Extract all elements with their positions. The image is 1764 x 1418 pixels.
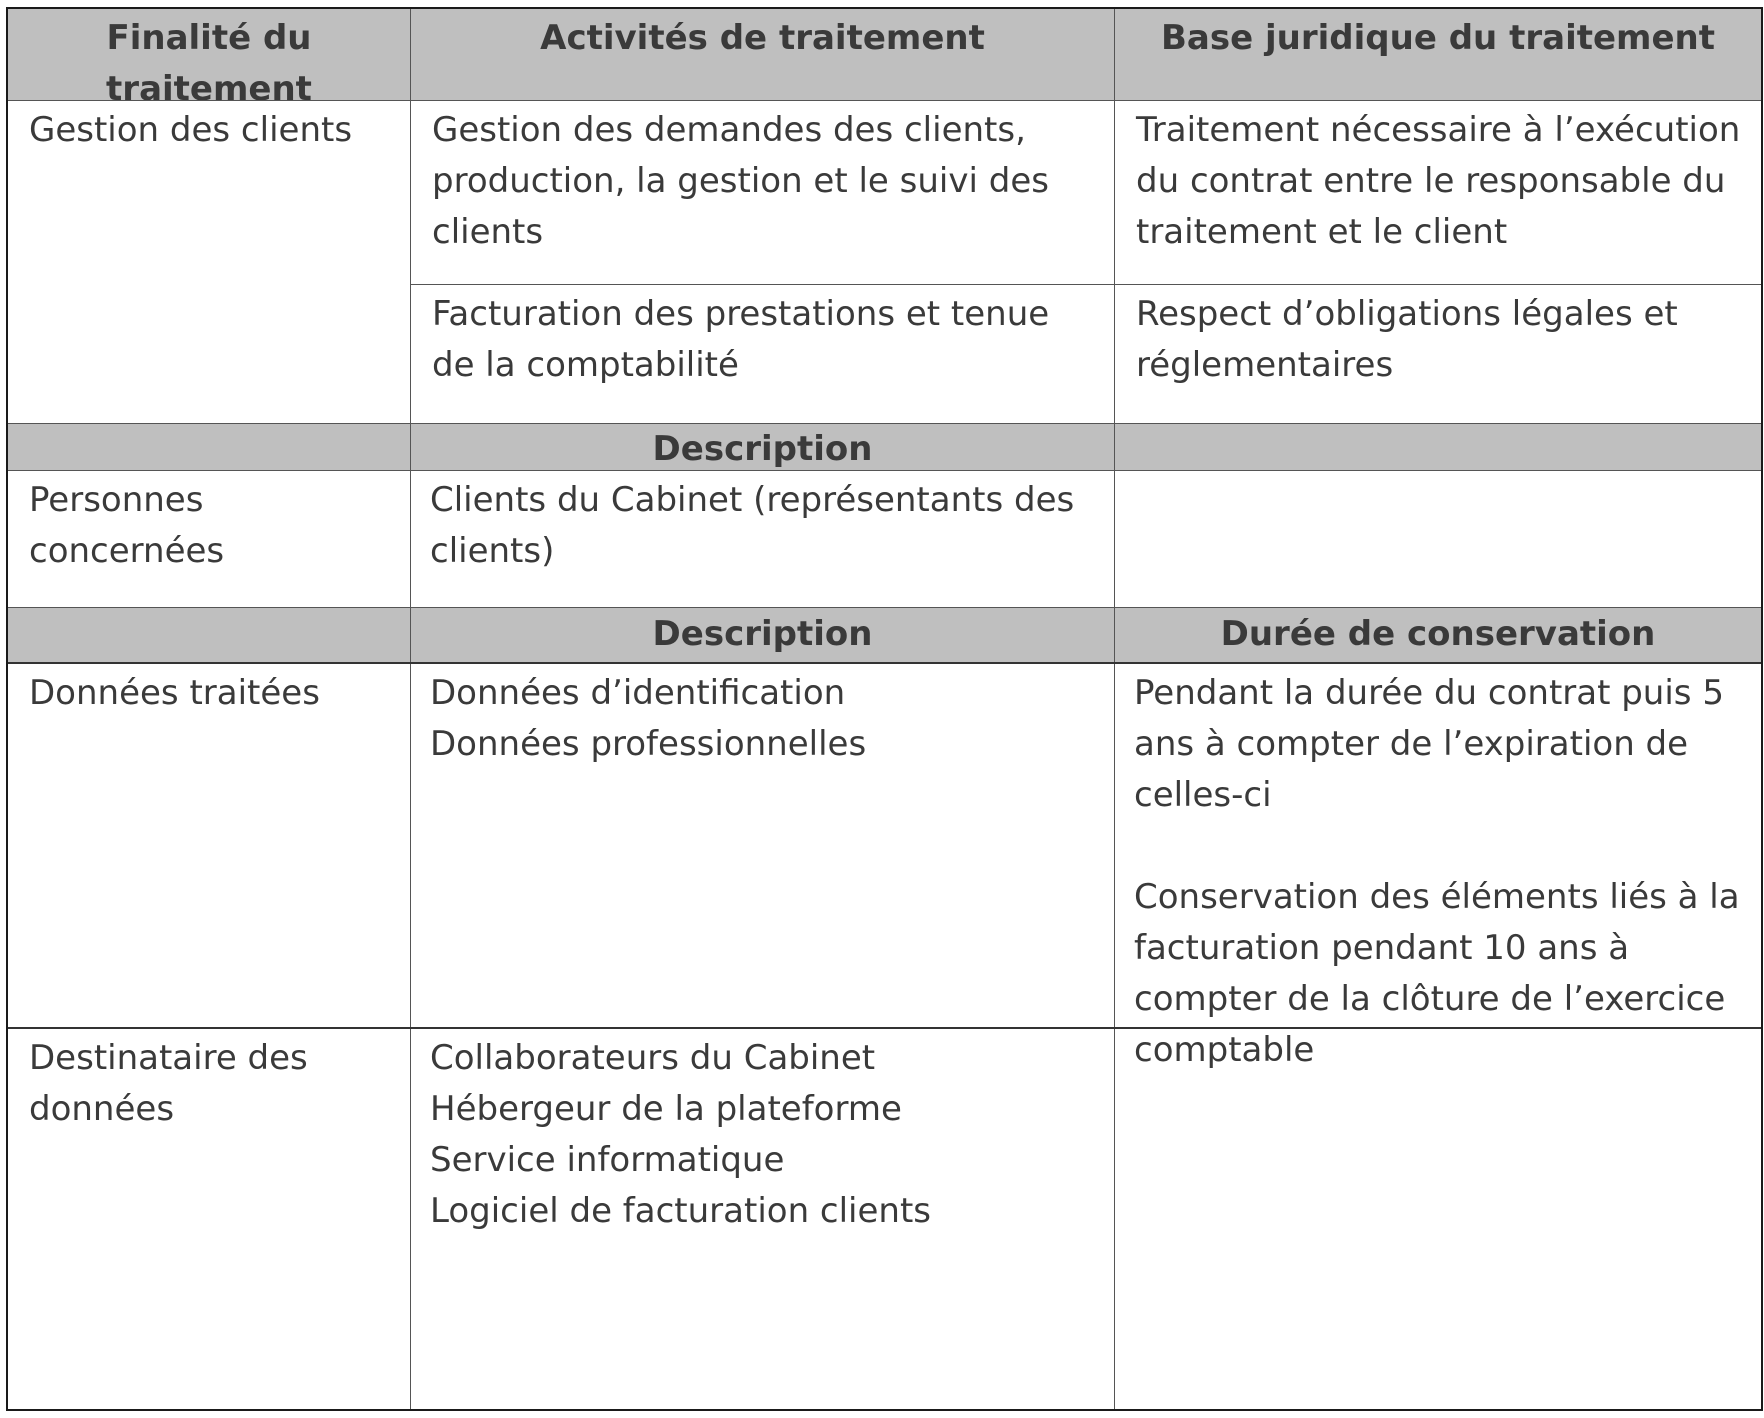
base-line: Traitement nécessaire à l’exécution — [1136, 110, 1741, 150]
duree-line: facturation pendant 10 ans à — [1134, 928, 1630, 968]
description-line: Hébergeur de la plateforme — [430, 1089, 902, 1129]
band-duree-label — [1115, 608, 1761, 662]
header-base-juridique — [1115, 9, 1761, 100]
band-empty-cell — [8, 608, 411, 662]
activite-line: de la comptabilité — [432, 345, 739, 385]
destinataire-description — [411, 1029, 1115, 1409]
label-destinataire — [8, 1029, 411, 1409]
label-donnees-traitees — [8, 664, 411, 1027]
description-line: Données professionnelles — [430, 724, 867, 764]
finalite-gestion-clients — [8, 101, 411, 423]
description-line: Clients du Cabinet (représentants des — [430, 480, 1075, 520]
label-personnes-concernees — [8, 471, 411, 607]
activite-line: production, la gestion et le suivi des — [432, 161, 1049, 201]
header-finalite-line1: Finalité du — [106, 18, 312, 58]
band-empty-cell — [1115, 424, 1761, 470]
destinataire-empty-cell — [1115, 1029, 1761, 1409]
band-duree-text: Durée de conservation — [1220, 614, 1656, 654]
header-finalite — [8, 9, 411, 109]
activite-facturation — [411, 285, 1114, 423]
table-header-row — [8, 9, 1761, 109]
duree-line: ans à compter de l’expiration de — [1134, 724, 1689, 764]
activite-line: clients — [432, 212, 544, 252]
base-line: réglementaires — [1136, 345, 1394, 385]
label-line: Données traitées — [29, 673, 320, 713]
band-description-label — [411, 424, 1115, 470]
band-description-text: Description — [652, 614, 873, 654]
duree-line: compter de la clôture de l’exercice — [1134, 979, 1726, 1019]
band-description-label — [411, 608, 1115, 662]
header-finalite-line2: traitement — [106, 69, 312, 109]
donnees-duree-conservation — [1115, 664, 1761, 1070]
table-row-gestion-clients — [8, 101, 1761, 423]
header-base-juridique-text: Base juridique du traitement — [1161, 18, 1715, 58]
section-band-description-duree — [8, 608, 1761, 662]
table-row-personnes-concernees — [8, 471, 1761, 607]
description-line: Logiciel de facturation clients — [430, 1191, 932, 1231]
duree-line: comptable — [1134, 1030, 1315, 1070]
label-line: Personnes — [29, 480, 204, 520]
duree-line: Conservation des éléments liés à la — [1134, 877, 1740, 917]
duree-line: celles-ci — [1134, 775, 1272, 815]
band-empty-cell — [8, 424, 411, 470]
personnes-description — [411, 471, 1115, 607]
description-line: clients) — [430, 531, 555, 571]
base-line: Respect d’obligations légales et — [1136, 294, 1678, 334]
label-line: données — [29, 1089, 175, 1129]
base-juridique-cell — [1115, 101, 1761, 423]
activite-line: Facturation des prestations et tenue — [432, 294, 1050, 334]
table-row-destinataire — [8, 1029, 1761, 1409]
paragraph-gap — [1134, 821, 1749, 872]
band-description-text: Description — [652, 429, 873, 469]
duree-line: Pendant la durée du contrat puis 5 — [1134, 673, 1724, 713]
processing-register-table — [6, 7, 1763, 1411]
description-line: Données d’identification — [430, 673, 846, 713]
personnes-empty-cell — [1115, 471, 1761, 607]
label-line: concernées — [29, 531, 225, 571]
finalite-text: Gestion des clients — [29, 110, 353, 150]
base-line: du contrat entre le responsable du — [1136, 161, 1726, 201]
activite-gestion-demandes — [411, 101, 1114, 284]
description-line: Service informatique — [430, 1140, 785, 1180]
activites-cell — [411, 101, 1115, 423]
donnees-description — [411, 664, 1115, 1027]
inner-row-divider — [411, 284, 1761, 285]
description-line: Collaborateurs du Cabinet — [430, 1038, 876, 1078]
label-line: Destinataire des — [29, 1038, 308, 1078]
base-line: traitement et le client — [1136, 212, 1508, 252]
header-activites — [411, 9, 1115, 100]
header-activites-text: Activités de traitement — [540, 18, 985, 58]
base-contrat — [1115, 101, 1761, 284]
activite-line: Gestion des demandes des clients, — [432, 110, 1026, 150]
section-band-description — [8, 424, 1761, 470]
base-obligations-legales — [1115, 285, 1761, 423]
